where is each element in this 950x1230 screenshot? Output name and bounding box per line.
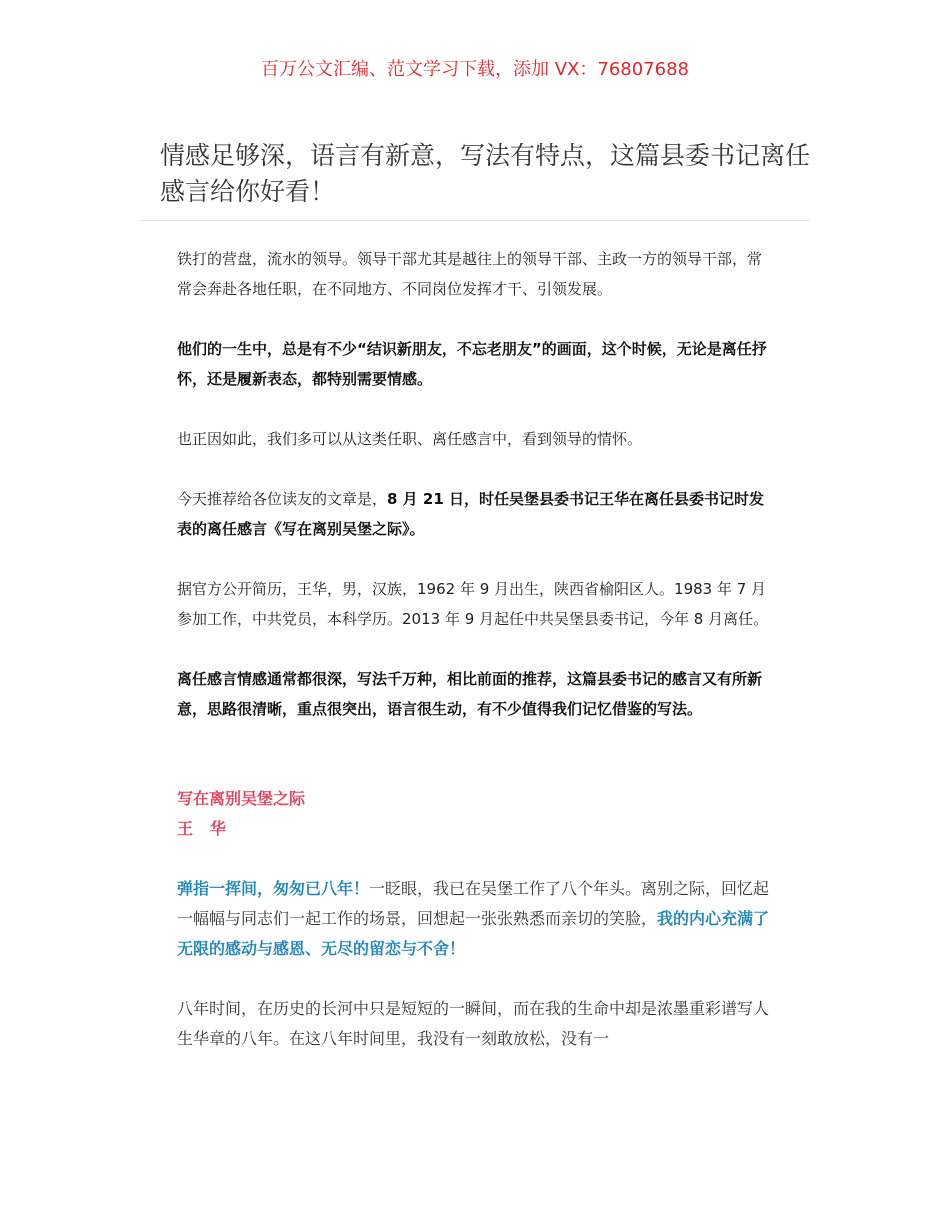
recommend-highlight-text: 8 月 21 日，时任吴堡县委书记王华在离任县委书记时发表的离任感言《写在离别吴堡之际》。 (177, 490, 764, 538)
article-body (177, 244, 773, 1084)
intro-paragraph-2: 他们的一生中，总是有不少“结识新朋友，不忘老朋友”的画面，这个时候，无论是离任抒怀，还是履新表态，都特别需要情感。 (177, 340, 767, 388)
recommend-lead-text: 今天推荐给各位读友的文章是， (177, 490, 388, 508)
intro-paragraph-3: 也正因如此，我们多可以从这类任职、离任感言中，看到领导的情怀。 (177, 430, 643, 448)
intro-paragraph-5: 据官方公开简历，王华，男，汉族，1962 年 9 月出生，陕西省榆阳区人。1983 年 7 月参加工作，中共党员，本科学历。2013 年 9 月起任中共吴堡县委书记，今年 8 月离任。 (177, 580, 769, 628)
article-author: 王 华 (177, 819, 226, 838)
article-heading: 写在离别吴堡之际 (177, 789, 306, 808)
article-opening-highlight: 弹指一挥间，匆匆已八年！ (177, 879, 370, 898)
intro-paragraph-6: 离任感言情感通常都很深，写法千万种，相比前面的推荐，这篇县委书记的感言又有所新意，思路很清晰，重点很突出，语言很生动，有不少值得我们记忆借鉴的写法。 (177, 670, 763, 718)
article-emotion-highlight: 我的内心充满了无限的感动与感恩、无尽的留恋与不舍！ (177, 909, 770, 958)
page-title: 情感足够深，语言有新意，写法有特点，这篇县委书记离任感言给你好看！ (160, 141, 811, 206)
intro-paragraph-1: 铁打的营盘，流水的领导。领导干部尤其是越往上的领导干部、主政一方的领导干部，常常会奔赴各地任职，在不同地方、不同岗位发挥才干、引领发展。 (177, 250, 763, 298)
article-paragraph-2: 八年时间，在历史的长河中只是短短的一瞬间，而在我的生命中却是浓墨重彩谱写人生华章的八年。在这八年时间里，我没有一刻敢放松，没有一 (177, 999, 770, 1048)
intro-paragraph-4 (177, 484, 773, 544)
article-paragraph-1 (177, 874, 773, 964)
article-heading-block (177, 784, 773, 844)
article-opening-text: 一眨眼，我已在吴堡工作了八个年头。离别之际，回忆起一幅幅与同志们一起工作的场景，回想起一张张熟悉而亲切的笑脸， (177, 879, 770, 928)
watermark-banner: 百万公文汇编、范文学习下载，添加 VX：76807688 (261, 59, 689, 80)
title-divider (140, 220, 810, 221)
